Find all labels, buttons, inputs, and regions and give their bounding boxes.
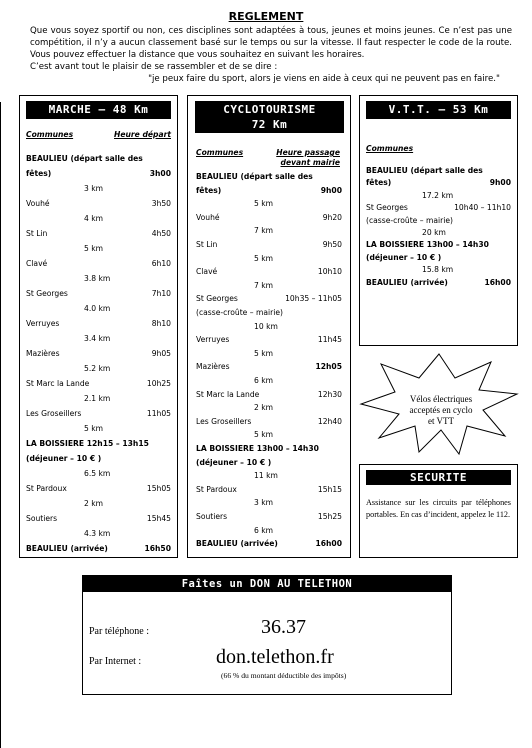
- commune-name: Vouhé: [26, 199, 50, 208]
- commune-name: (casse-croûte – mairie): [196, 308, 284, 317]
- commune-time: 9h00: [489, 178, 511, 188]
- marche-col-communes: Communes: [26, 130, 74, 139]
- star-line-3: et VTT: [427, 416, 455, 426]
- don-internet-label: Par Internet :: [89, 656, 142, 667]
- commune-name: (déjeuner – 10 € ): [26, 454, 102, 463]
- securite-header: SECURITE: [366, 470, 511, 485]
- don-phone-value: 36.37: [261, 616, 306, 638]
- vtt-header: V.T.T. – 53 Km: [366, 101, 511, 119]
- commune-name: Soutiers: [196, 512, 228, 521]
- starburst-badge: [355, 352, 523, 456]
- distance-label: 3 km: [254, 498, 274, 508]
- intro-line: C’est avant tout le plaisir de se rassembler et de se dire :: [30, 62, 278, 72]
- distance-label: 15.8 km: [422, 265, 454, 275]
- commune-name: Vouhé: [196, 212, 220, 222]
- intro-text: [30, 25, 512, 85]
- commune-time: 12h40: [317, 416, 342, 426]
- don-internet-value: don.telethon.fr: [216, 646, 334, 668]
- distance-label: 5.2 km: [84, 364, 111, 373]
- commune-time: 9h00: [320, 185, 342, 195]
- commune-time: 9h05: [151, 349, 171, 358]
- securite-panel: [359, 464, 518, 558]
- commune-name: St Marc la Lande: [26, 379, 90, 388]
- commune-time: 10h35 – 11h05: [285, 294, 342, 304]
- commune-time: 10h10: [317, 267, 342, 277]
- commune-name: Les Groseillers: [26, 409, 82, 418]
- commune-time: 15h05: [146, 484, 171, 493]
- commune-name: Mazières: [196, 362, 230, 372]
- distance-label: 7 km: [254, 280, 274, 290]
- commune-name: Mazières: [26, 349, 60, 358]
- commune-name: LA BOISSIERE 13h00 – 14h30: [366, 240, 489, 250]
- distance-label: 4 km: [84, 214, 104, 223]
- page-title: REGLEMENT: [228, 10, 304, 23]
- commune-name: fêtes): [26, 169, 52, 178]
- intro-paragraph: Que vous soyez sportif ou non, ces disciplines sont adaptées à tous, jeunes et moins jeunes. Ce n’est pas une compétition, il n’y a aucun classement basé sur le temps ou sur la vitesse. Il faut respecter le code de la route. Vous pouvez effectuer la distance que vous souhaitez en suivant les horaires.: [30, 26, 512, 60]
- distance-label: 3.8 km: [84, 274, 111, 283]
- commune-name: St Georges: [26, 289, 68, 298]
- commune-time: 7h10: [151, 289, 171, 298]
- commune-name: BEAULIEU (arrivée): [26, 544, 108, 553]
- distance-label: 5 km: [84, 424, 104, 433]
- distance-label: 10 km: [254, 321, 278, 331]
- commune-time: 8h10: [151, 319, 171, 328]
- commune-time: 3h50: [151, 199, 171, 208]
- distance-label: 5 km: [254, 253, 274, 263]
- page-left-border: [0, 102, 1, 748]
- commune-time: 9h20: [322, 212, 342, 222]
- commune-time: 16h00: [315, 539, 342, 549]
- cyclo-header-distance: 72 Km: [251, 118, 288, 131]
- distance-label: 2.1 km: [84, 394, 111, 403]
- commune-time: 11h05: [146, 409, 171, 418]
- commune-name: fêtes): [366, 178, 392, 188]
- commune-name: LA BOISSIERE 12h15 – 13h15: [26, 439, 149, 448]
- cyclo-panel: [187, 95, 351, 558]
- commune-name: St Georges: [366, 203, 408, 213]
- don-note: (66 % du montant déductible des impôts): [221, 671, 347, 680]
- distance-label: 6 km: [254, 376, 274, 385]
- distance-label: 7 km: [254, 226, 274, 236]
- commune-time: 16h00: [484, 277, 511, 287]
- commune-name: BEAULIEU (départ salle des: [196, 172, 313, 181]
- distance-label: 2 km: [84, 499, 104, 508]
- commune-time: 10h40 – 11h10: [454, 203, 511, 213]
- intro-quote: "je peux faire du sport, alors je viens en aide à ceux qui ne peuvent pas en faire.": [148, 74, 500, 84]
- commune-time: 10h25: [146, 379, 171, 388]
- commune-name: (déjeuner – 10 € ): [196, 457, 272, 467]
- distance-label: 2 km: [254, 403, 274, 413]
- commune-name: Clavé: [26, 259, 48, 268]
- distance-label: 20 km: [422, 228, 446, 237]
- don-header: Faîtes un DON AU TELETHON: [83, 576, 451, 592]
- star-line-1: Vélos électriques: [409, 394, 473, 404]
- distance-label: 17.2 km: [422, 190, 454, 200]
- commune-name: Verruyes: [26, 319, 60, 328]
- commune-name: (casse-croûte – mairie): [366, 215, 454, 225]
- don-panel: [82, 575, 452, 695]
- distance-label: 3.4 km: [84, 334, 111, 343]
- commune-name: BEAULIEU (arrivée): [366, 277, 448, 287]
- marche-col-heure: Heure départ: [114, 130, 171, 139]
- commune-name: (déjeuner – 10 € ): [366, 252, 442, 262]
- commune-name: St Marc la Lande: [196, 389, 260, 399]
- commune-time: 15h25: [317, 512, 342, 521]
- commune-name: Soutiers: [26, 514, 58, 523]
- commune-name: Verruyes: [196, 335, 230, 345]
- commune-time: 11h45: [317, 335, 342, 345]
- cyclo-header-title: CYCLOTOURISME: [223, 103, 316, 116]
- commune-name: Clavé: [196, 267, 218, 277]
- commune-time: 4h50: [151, 229, 171, 238]
- vtt-col-communes: Communes: [366, 144, 414, 153]
- commune-name: LA BOISSIERE 13h00 – 14h30: [196, 444, 319, 453]
- distance-label: 11 km: [254, 471, 278, 481]
- commune-time: 15h45: [146, 514, 171, 523]
- commune-time: 15h15: [317, 484, 342, 494]
- star-line-2: acceptés en cyclo: [409, 405, 473, 415]
- cyclo-col-heure-2: devant mairie: [280, 158, 340, 167]
- commune-time: 6h10: [151, 259, 171, 268]
- commune-name: St Lin: [26, 229, 48, 238]
- distance-label: 5 km: [254, 348, 274, 358]
- commune-name: BEAULIEU (départ salle des: [26, 154, 143, 163]
- distance-label: 5 km: [254, 430, 274, 440]
- marche-header: MARCHE – 48 Km: [26, 101, 171, 119]
- commune-time: 3h00: [149, 169, 171, 178]
- commune-name: St Georges: [196, 294, 238, 304]
- commune-name: St Lin: [196, 240, 218, 249]
- commune-time: 12h30: [317, 389, 342, 399]
- distance-label: 4.3 km: [84, 529, 111, 538]
- securite-text: Assistance sur les circuits par téléphones portables. En cas d’incident, appelez le 112.: [366, 498, 511, 519]
- cyclo-col-communes: Communes: [196, 148, 244, 157]
- commune-name: St Pardoux: [26, 484, 67, 493]
- cyclo-col-heure-1: Heure passage: [276, 148, 340, 157]
- commune-time: 16h50: [144, 544, 171, 553]
- starburst-shape: [361, 354, 517, 454]
- distance-label: 6.5 km: [84, 469, 111, 478]
- commune-name: St Pardoux: [196, 484, 237, 494]
- don-phone-label: Par téléphone :: [89, 626, 149, 637]
- commune-name: fêtes): [196, 185, 222, 195]
- distance-label: 5 km: [84, 244, 104, 253]
- commune-time: 12h05: [315, 362, 342, 372]
- distance-label: 4.0 km: [84, 304, 111, 313]
- distance-label: 5 km: [254, 199, 274, 209]
- distance-label: 3 km: [84, 184, 104, 193]
- vtt-panel: [359, 95, 518, 346]
- distance-label: 6 km: [254, 525, 274, 535]
- commune-name: BEAULIEU (départ salle des: [366, 166, 483, 175]
- cyclo-header: [195, 101, 344, 133]
- marche-panel: [19, 95, 178, 558]
- commune-name: BEAULIEU (arrivée): [196, 539, 278, 549]
- commune-time: 9h50: [322, 240, 342, 249]
- commune-name: Les Groseillers: [196, 416, 252, 426]
